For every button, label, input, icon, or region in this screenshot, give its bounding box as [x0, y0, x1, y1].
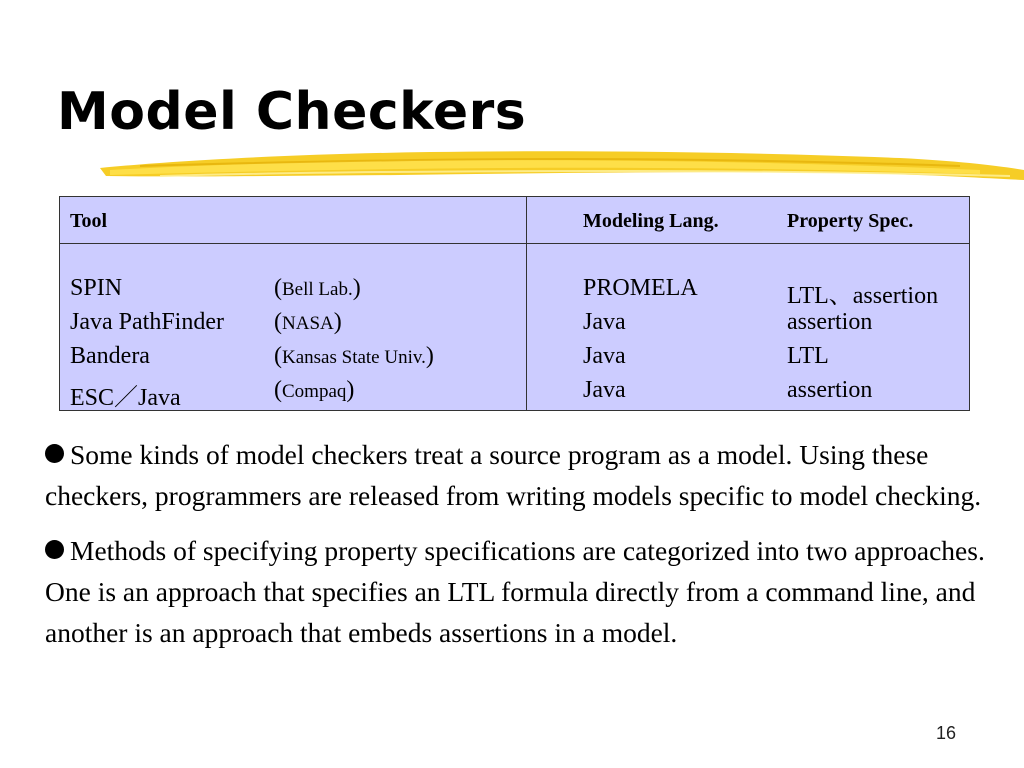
row-tool: ESC／Java: [70, 385, 181, 411]
header-modeling-lang: Modeling Lang.: [583, 210, 719, 232]
bullet-text: Some kinds of model checkers treat a source program as a model. Using these checkers, programmers are released from writing models specific to model checking.: [45, 439, 982, 511]
row-property-spec: LTL: [787, 343, 829, 369]
model-checkers-table: [59, 196, 970, 411]
bullet-dot-icon: [45, 540, 64, 559]
slide-title: Model Checkers: [57, 82, 527, 142]
row-tool: Bandera: [70, 343, 150, 369]
header-property-spec: Property Spec.: [787, 210, 914, 232]
row-organization: (NASA): [274, 309, 342, 335]
bullet-list: [45, 434, 995, 667]
row-tool: Java PathFinder: [70, 309, 224, 335]
row-property-spec: assertion: [787, 309, 873, 335]
row-tool: SPIN: [70, 275, 123, 301]
row-modeling-lang: Java: [583, 343, 626, 369]
row-modeling-lang: PROMELA: [583, 275, 698, 301]
bullet-item: [45, 434, 995, 516]
bullet-text: Methods of specifying property specifications are categorized into two approaches. One is an approach that specifies an LTL formula directly from a command line, and another is an approach that embeds assertions in a model.: [45, 535, 985, 648]
bullet-dot-icon: [45, 444, 64, 463]
row-property-spec: assertion: [787, 377, 873, 403]
page-number: 16: [936, 723, 957, 743]
row-property-spec: LTL、assertion: [787, 283, 939, 309]
bullet-item: [45, 530, 995, 653]
table-header-divider: [60, 243, 969, 244]
title-underline-brush-stroke: [100, 140, 1024, 190]
row-modeling-lang: Java: [583, 309, 626, 335]
header-tool: Tool: [70, 210, 108, 232]
row-organization: (Compaq): [274, 377, 355, 403]
table-column-divider: [526, 197, 527, 410]
row-organization: (Kansas State Univ.): [274, 343, 434, 369]
row-organization: (Bell Lab.): [274, 275, 361, 301]
row-modeling-lang: Java: [583, 377, 626, 403]
